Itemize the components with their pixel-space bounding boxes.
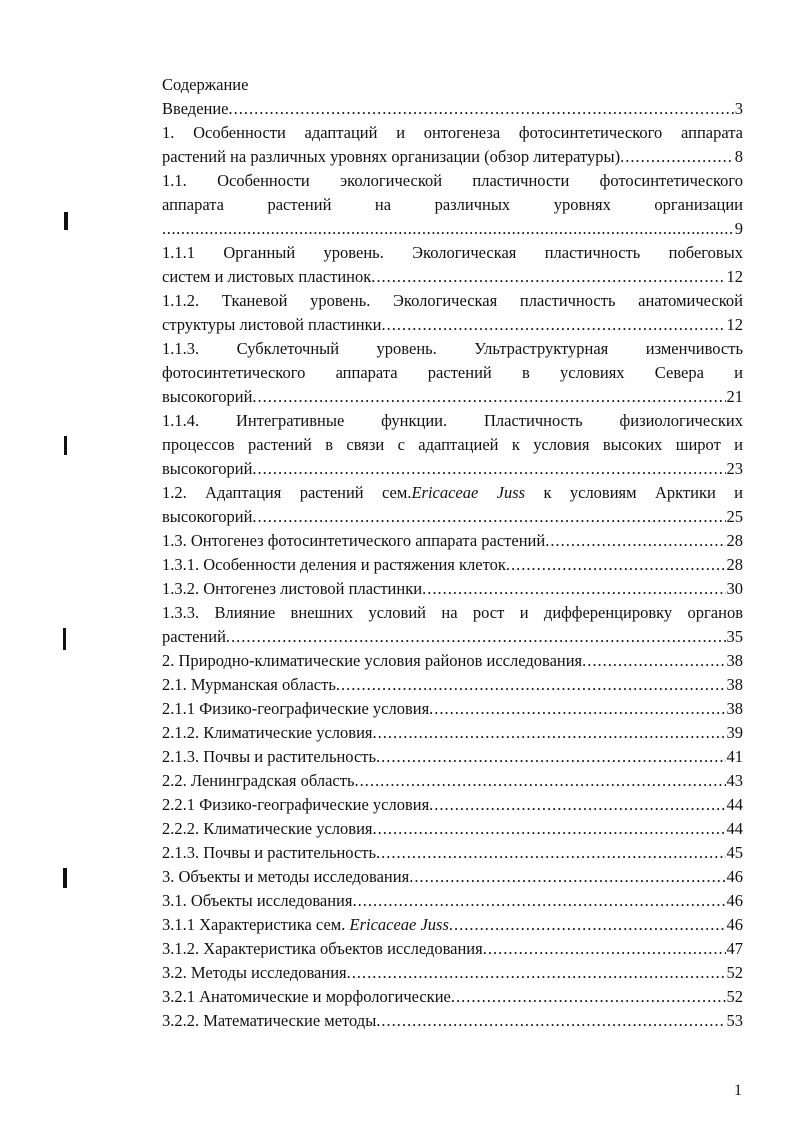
- dot-leader: [162, 217, 734, 241]
- toc-entry-s3-2-2: [162, 1009, 743, 1033]
- toc-entry-s3-2-1: [162, 985, 743, 1009]
- toc-entry-s3-2: [162, 961, 743, 985]
- toc-entry-page: 28: [726, 555, 743, 574]
- toc-entry-line: 1.1.1 Органный уровень. Экологическая пластичность побеговых: [162, 243, 743, 262]
- taxon-name: Ericaceae Juss: [349, 915, 449, 934]
- dot-leader: [252, 457, 725, 481]
- scan-mark: [64, 212, 68, 230]
- dot-leader: [449, 913, 726, 937]
- toc-entry-s2-1-3b: [162, 841, 743, 865]
- dot-leader: [381, 313, 725, 337]
- toc-entry-page: 25: [726, 507, 743, 526]
- dot-leader: [545, 529, 725, 553]
- dot-leader: [409, 865, 725, 889]
- dot-leader: [429, 697, 725, 721]
- dot-leader: [354, 769, 725, 793]
- toc-entry-title: 2.1. Мурманская область: [162, 675, 336, 694]
- toc-entry-page: 38: [726, 699, 743, 718]
- dot-leader: [506, 553, 726, 577]
- toc-entry-s2-1-3: [162, 745, 743, 769]
- toc-entry-page: 52: [726, 963, 743, 982]
- dot-leader: [373, 817, 726, 841]
- scan-mark: [63, 868, 67, 888]
- toc-entry-page: 8: [734, 147, 743, 166]
- toc-entry-page: 35: [726, 627, 743, 646]
- dot-leader: [376, 1009, 725, 1033]
- toc-entry-page: 46: [726, 867, 743, 886]
- toc-entry-s1-3-1: [162, 553, 743, 577]
- toc-entry-s2-1-1: [162, 697, 743, 721]
- toc-entry-s1: [162, 145, 743, 169]
- toc-entry-title: 3.2.2. Математические методы: [162, 1011, 377, 1030]
- toc-entry-page: 28: [726, 531, 743, 550]
- toc-entry-page: 39: [726, 723, 743, 742]
- toc-entry-s1-1-1: [162, 265, 743, 289]
- toc-entry-title: [162, 913, 449, 937]
- toc-entry-s2-2-2: [162, 817, 743, 841]
- toc-entry-line: фотосинтетического аппарата растений в условиях Севера и: [162, 363, 743, 382]
- dot-leader: [352, 889, 725, 913]
- dot-leader: [483, 937, 726, 961]
- toc-entry-title: 1.3. Онтогенез фотосинтетического аппарата растений: [162, 531, 546, 550]
- toc-entry-page: 21: [726, 387, 743, 406]
- toc-text: 3.1.1 Характеристика сем.: [162, 915, 350, 934]
- toc-entry-page: 38: [726, 675, 743, 694]
- toc-entry-title: 3.2.1 Анатомические и морфологические: [162, 987, 451, 1006]
- toc-entry-s1-1-4: [162, 457, 743, 481]
- toc-entry-title: 3.2. Методы исследования: [162, 963, 347, 982]
- toc-entry-line: аппарата растений на различных уровнях организации: [162, 195, 743, 214]
- toc-entry-page: 44: [726, 795, 743, 814]
- toc-entry-page: 9: [734, 219, 743, 238]
- toc-entry-title: 3. Объекты и методы исследования: [162, 867, 410, 886]
- dot-leader: [429, 793, 725, 817]
- toc-text: к условиям Арктики и: [525, 483, 743, 502]
- toc-entry-line: [162, 481, 743, 505]
- dot-leader: [252, 505, 725, 529]
- toc-entry-page: 47: [726, 939, 743, 958]
- toc-entry-s1-1-3: [162, 385, 743, 409]
- taxon-name: Ericaceae Juss: [411, 483, 526, 502]
- toc-entry-page: 46: [726, 915, 743, 934]
- toc-entry-line: 1.3.3. Влияние внешних условий на рост и дифференцировку органов: [162, 603, 743, 622]
- dot-leader: [620, 145, 734, 169]
- toc-entry-title: высокогорий: [162, 387, 253, 406]
- toc-entry-title: 2.1.2. Климатические условия: [162, 723, 373, 742]
- toc-entry-page: 52: [726, 987, 743, 1006]
- toc-entry-page: 46: [726, 891, 743, 910]
- toc-entry-page: 45: [726, 843, 743, 862]
- toc-entry-title: структуры листовой пластинки: [162, 315, 382, 334]
- toc-entry-s3-1: [162, 889, 743, 913]
- toc-heading: Содержание: [162, 75, 249, 94]
- toc-entry-intro: [162, 97, 743, 121]
- toc-entry-title: растений на различных уровнях организации (обзор литературы): [162, 147, 621, 166]
- dot-leader: [371, 265, 725, 289]
- dot-leader: [582, 649, 725, 673]
- toc-entry-s2: [162, 649, 743, 673]
- toc-entry-page: 41: [726, 747, 743, 766]
- dot-leader: [347, 961, 726, 985]
- toc-entry-s3: [162, 865, 743, 889]
- toc-entry-page: 44: [726, 819, 743, 838]
- toc-entry-s2-1-2: [162, 721, 743, 745]
- toc-entry-title: 2.2.2. Климатические условия: [162, 819, 373, 838]
- toc-entry-page: 53: [726, 1011, 743, 1030]
- toc-entry-title: 2.2. Ленинградская область: [162, 771, 355, 790]
- toc-entry-title: Введение: [162, 99, 229, 118]
- toc-entry-s1-3: [162, 529, 743, 553]
- dot-leader: [376, 841, 725, 865]
- dot-leader: [252, 385, 725, 409]
- toc-entry-title: 2. Природно-климатические условия районов исследования: [162, 651, 583, 670]
- toc-entry-title: 2.1.3. Почвы и растительность: [162, 747, 377, 766]
- toc-entry-title: 1.3.2. Онтогенез листовой пластинки: [162, 579, 423, 598]
- dot-leader: [226, 625, 726, 649]
- toc-entry-s2-2: [162, 769, 743, 793]
- toc-entry-title: 3.1.2. Характеристика объектов исследования: [162, 939, 483, 958]
- toc-entry-page: 38: [726, 651, 743, 670]
- toc-entry-s3-1-1: [162, 913, 743, 937]
- toc-entry-page: 30: [726, 579, 743, 598]
- toc-entry-s2-1: [162, 673, 743, 697]
- scan-mark: [64, 436, 67, 455]
- dot-leader: [373, 721, 726, 745]
- table-of-contents: [162, 97, 743, 1033]
- toc-entry-s3-1-2: [162, 937, 743, 961]
- toc-entry-title: 1.3.1. Особенности деления и растяжения клеток: [162, 555, 506, 574]
- toc-entry-s1-1-2: [162, 313, 743, 337]
- toc-entry-s1-3-2: [162, 577, 743, 601]
- toc-text: 1.2. Адаптация растений сем.: [162, 483, 412, 502]
- toc-entry-line: 1.1.4. Интегративные функции. Пластичность физиологических: [162, 411, 743, 430]
- toc-entry-title: 3.1. Объекты исследования: [162, 891, 353, 910]
- toc-entry-s1-3-3: [162, 625, 743, 649]
- toc-entry-line: 1.1.3. Субклеточный уровень. Ультраструктурная изменчивость: [162, 339, 743, 358]
- toc-entry-line: 1.1.2. Тканевой уровень. Экологическая пластичность анатомической: [162, 291, 743, 310]
- toc-entry-s1-2: [162, 505, 743, 529]
- toc-entry-s1-1: [162, 217, 743, 241]
- toc-entry-title: 2.1.3. Почвы и растительность: [162, 843, 377, 862]
- toc-entry-page: 12: [726, 315, 743, 334]
- page-number: 1: [734, 1082, 742, 1099]
- dot-leader: [376, 745, 725, 769]
- toc-entry-title: растений: [162, 627, 226, 646]
- toc-entry-s2-2-1: [162, 793, 743, 817]
- dot-leader: [451, 985, 726, 1009]
- toc-entry-page: 12: [726, 267, 743, 286]
- scan-mark: [63, 628, 66, 650]
- dot-leader: [229, 97, 734, 121]
- toc-entry-title: систем и листовых пластинок: [162, 267, 372, 286]
- toc-entry-page: 23: [726, 459, 743, 478]
- dot-leader: [336, 673, 726, 697]
- toc-entry-title: 2.1.1 Физико-географические условия: [162, 699, 430, 718]
- toc-entry-title: высокогорий: [162, 459, 253, 478]
- toc-entry-line: процессов растений в связи с адаптацией к условия высоких широт и: [162, 435, 743, 454]
- toc-entry-title: высокогорий: [162, 507, 253, 526]
- toc-entry-page: 3: [734, 99, 743, 118]
- toc-entry-title: 2.2.1 Физико-географические условия: [162, 795, 430, 814]
- toc-entry-line: 1. Особенности адаптаций и онтогенеза фотосинтетического аппарата: [162, 123, 743, 142]
- dot-leader: [422, 577, 725, 601]
- toc-entry-line: 1.1. Особенности экологической пластичности фотосинтетического: [162, 171, 743, 190]
- toc-entry-page: 43: [726, 771, 743, 790]
